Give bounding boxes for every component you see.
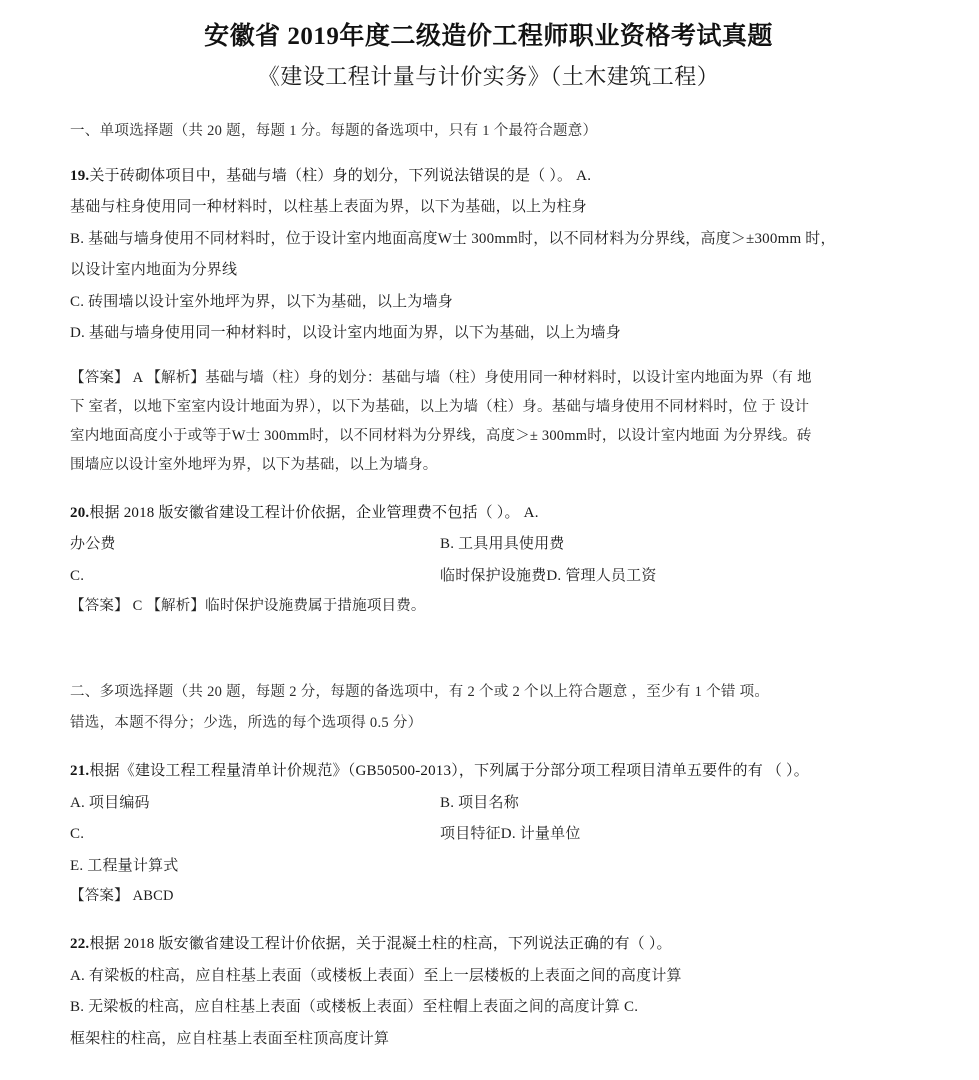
question-20-option-c-label: C.	[70, 567, 85, 584]
question-22-option-b: B. 无梁板的柱高，应自柱基上表面（或楼板上表面）至柱帽上表面之间的高度计算 C.	[70, 999, 639, 1016]
question-21-option-e: E. 工程量计算式	[70, 857, 179, 874]
question-21	[70, 756, 907, 911]
question-22-option-a: A. 有梁板的柱高，应自柱基上表面（或楼板上表面）至上一层楼板的上表面之间的高度计算	[70, 967, 682, 984]
question-19-option-c: C. 砖围墙以设计室外地坪为界，以下为基础，以上为墙身	[70, 293, 453, 310]
question-22-number: 22.	[70, 936, 90, 953]
question-21-option-cd-text: 项目特征D. 计量单位	[440, 826, 581, 843]
question-19-option-b-line2: 以设计室内地面为分界线	[70, 262, 238, 279]
question-19-answer-line-3: 室内地面高度小于或等于W士 300mm时，以不同材料为分界线，高度＞± 300mm时，以设计室内地面 为分界线。砖	[70, 427, 812, 444]
question-19-answer-line-2: 下 室者，以地下室室内设计地面为界），以下为基础，以上为墙（柱）身。基础与墙身使用不同材料时，位 于 设计	[70, 398, 810, 415]
question-20-stem-text: 根据 2018 版安徽省建设工程计价依据，企业管理费不包括（ ）。 A.	[89, 504, 539, 521]
section-heading-multi-choice-line2: 错选，本题不得分；少选，所选的每个选项得 0.5 分）	[70, 714, 423, 731]
page-title: 安徽省 2019年度二级造价工程师职业资格考试真题	[204, 23, 773, 50]
section-heading-multi-choice-line1: 二、多项选择题（共 20 题，每题 2 分，每题的备选项中，有 2 个或 2 个以上符合题意 ，至少有 1 个错 项。	[70, 684, 770, 701]
question-20-stem	[70, 498, 907, 530]
question-19-option-b-line1: B. 基础与墙身使用不同材料时，位于设计室内地面高度W士 300mm时，以不同材料为分界线，高度＞±300mm 时，	[70, 230, 836, 247]
question-20	[70, 498, 907, 622]
question-19	[70, 161, 907, 480]
question-22-stem	[70, 929, 907, 961]
question-20-option-row-2	[70, 561, 907, 593]
question-21-answer-line-1: 【答案】 ABCD	[70, 888, 174, 905]
question-19-stem	[70, 161, 907, 193]
question-22-stem-text: 根据 2018 版安徽省建设工程计价依据，关于混凝土柱的柱高，下列说法正确的有（ ）。	[89, 936, 672, 953]
question-21-number: 21.	[70, 763, 90, 780]
question-21-option-row-2	[70, 819, 907, 851]
question-19-stem-text: 关于砖砌体项目中，基础与墙（柱）身的划分，下列说法错误的是（ ）。 A.	[89, 167, 592, 184]
question-19-answer-line-1: 【答案】 A 【解析】基础与墙（柱）身的划分：基础与墙（柱）身使用同一种材料时，以设计室内地面为界（有 地	[70, 369, 812, 386]
question-20-option-row-1	[70, 529, 907, 561]
question-19-answer-block	[70, 364, 907, 480]
question-19-stem-continuation: 基础与柱身使用同一种材料时，以柱基上表面为界，以下为基础，以上为柱身	[70, 199, 587, 216]
question-21-stem-text: 根据《建设工程工程量清单计价规范》（GB50500-2013），下列属于分部分项工程项目清单五要件的有 （ ）。	[89, 763, 809, 780]
page-subtitle: 《建设工程计量与计价实务》（土木建筑工程）	[257, 63, 720, 89]
question-20-number: 20.	[70, 504, 90, 521]
question-20-option-a: 办公费	[70, 536, 116, 553]
section-heading-single-choice: 一、单项选择题（共 20 题，每题 1 分。每题的备选项中，只有 1 个最符合题意）	[70, 122, 598, 139]
section-spacer	[70, 621, 907, 647]
question-22	[70, 929, 907, 1055]
question-19-answer-line-4: 围墙应以设计室外地坪为界，以下为基础，以上为墙身。	[70, 456, 438, 473]
question-21-option-c-label: C.	[70, 826, 85, 843]
question-22-option-c: 框架柱的柱高，应自柱基上表面至柱顶高度计算	[70, 1030, 390, 1047]
question-20-answer-line-1: 【答案】 C 【解析】临时保护设施费属于措施项目费。	[70, 598, 426, 615]
title-block	[70, 0, 907, 94]
question-20-option-cd-text: 临时保护设施费D. 管理人员工资	[440, 567, 657, 584]
question-21-option-a: A. 项目编码	[70, 794, 150, 811]
question-21-stem	[70, 756, 907, 788]
question-21-option-b: B. 项目名称	[440, 794, 519, 811]
question-19-number: 19.	[70, 167, 90, 184]
question-19-option-d: D. 基础与墙身使用同一种材料时，以设计室内地面为界，以下为基础，以上为墙身	[70, 325, 621, 342]
question-21-option-row-1	[70, 788, 907, 820]
question-20-option-b: B. 工具用具使用费	[440, 536, 565, 553]
